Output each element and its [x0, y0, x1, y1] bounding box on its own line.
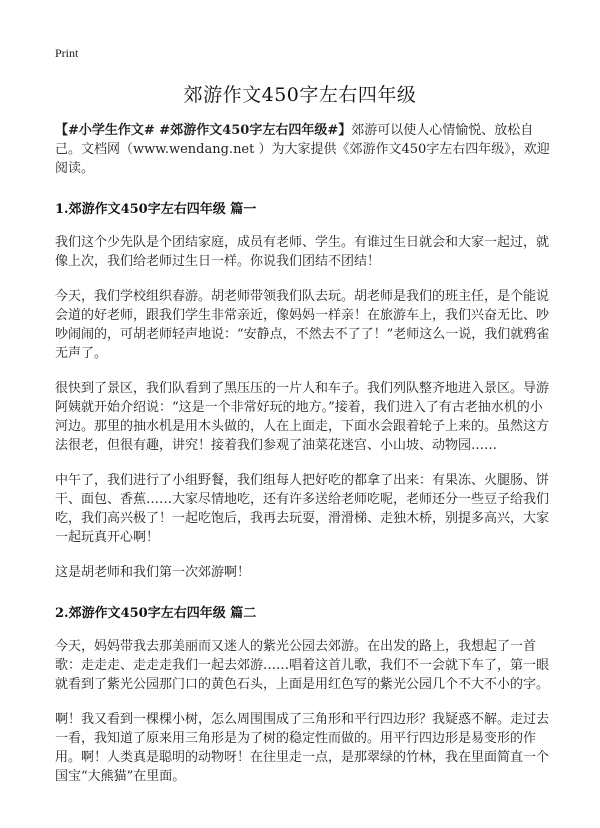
intro-paragraph [55, 121, 552, 178]
section-heading-2: 2.郊游作文450字左右四年级 篇二 [55, 606, 257, 621]
section-1-paragraph-1: 我们这个少先队是个团结家庭，成员有老师、学生。有谁过生日就会和大家一起过，就像上次，我们给老师过生日一样。你说我们团结不团结！ [55, 235, 550, 269]
section-1-paragraph-5: 这是胡老师和我们第一次郊游啊！ [55, 565, 251, 580]
section-2-paragraph-1: 今天，妈妈带我去那美丽而又迷人的紫光公园去郊游。在出发的路上，我想起了一首歌：走走走、走走走我们一起去郊游……唱着这首儿歌，我们不一会就下车了，第一眼就看到了紫光公园那门口的黄色石头，上面是用红色写的紫光公园几个不大不小的字。 [55, 639, 550, 692]
intro-text: 郊游可以使人心情愉悦、放松自己。文档网（www.wendang.net ）为大家提供《郊游作文450字左右四年级》，欢迎阅读。 [55, 123, 550, 176]
document-body [55, 121, 552, 802]
section-1-paragraph-2: 今天，我们学校组织春游。胡老师带领我们队去玩。胡老师是我们的班主任，是个能说会道的好老师，跟我们学生非常亲近，像妈妈一样亲！在旅游车上，我们兴奋无比、吵吵闹闹的，可胡老师轻声地说：“安静点，不然去不了了！”老师这么一说，我们就鸦雀无声了。 [55, 289, 550, 361]
print-label: Print [55, 46, 79, 60]
section-1-paragraph-4: 中午了，我们进行了小组野餐，我们组每人把好吃的都拿了出来：有果冻、火腿肠、饼干、面包、香蕉……大家尽情地吃，还有许多送给老师吃呢，老师还分一些豆子给我们吃，我们高兴极了！一起吃饱后，我再去玩耍，滑滑梯、走独木桥，别提多高兴，大家一起玩真开心啊！ [55, 473, 550, 545]
section-heading-1: 1.郊游作文450字左右四年级 篇一 [55, 202, 257, 217]
section-2-paragraph-2: 啊！我又看到一棵棵小树，怎么周围围成了三角形和平行四边形？我疑惑不解。走过去一看，我知道了原来用三角形是为了树的稳定性而做的。用平行四边形是易变形的作用。啊！人类真是聪明的动物呀！在往里走一点，是那翠绿的竹林，我在里面简直一个国宝“大熊猫”在里面。 [55, 712, 550, 784]
page-title: 郊游作文450字左右四年级 [183, 84, 417, 106]
intro-tag: 【#小学生作文# #郊游作文450字左右四年级#】 [55, 123, 352, 138]
section-1-paragraph-3: 很快到了景区，我们队看到了黑压压的一片人和车子。我们列队整齐地进入景区。导游阿姨就开始介绍说：“这是一个非常好玩的地方。”接着，我们进入了有古老抽水机的小河边。那里的抽水机是用木头做的，人在上面走，下面水会跟着轮子上来的。虽然这方法很老，但很有趣，讲究！接着我们参观了油菜花迷宫、小山坡、动物园…… [55, 381, 550, 453]
